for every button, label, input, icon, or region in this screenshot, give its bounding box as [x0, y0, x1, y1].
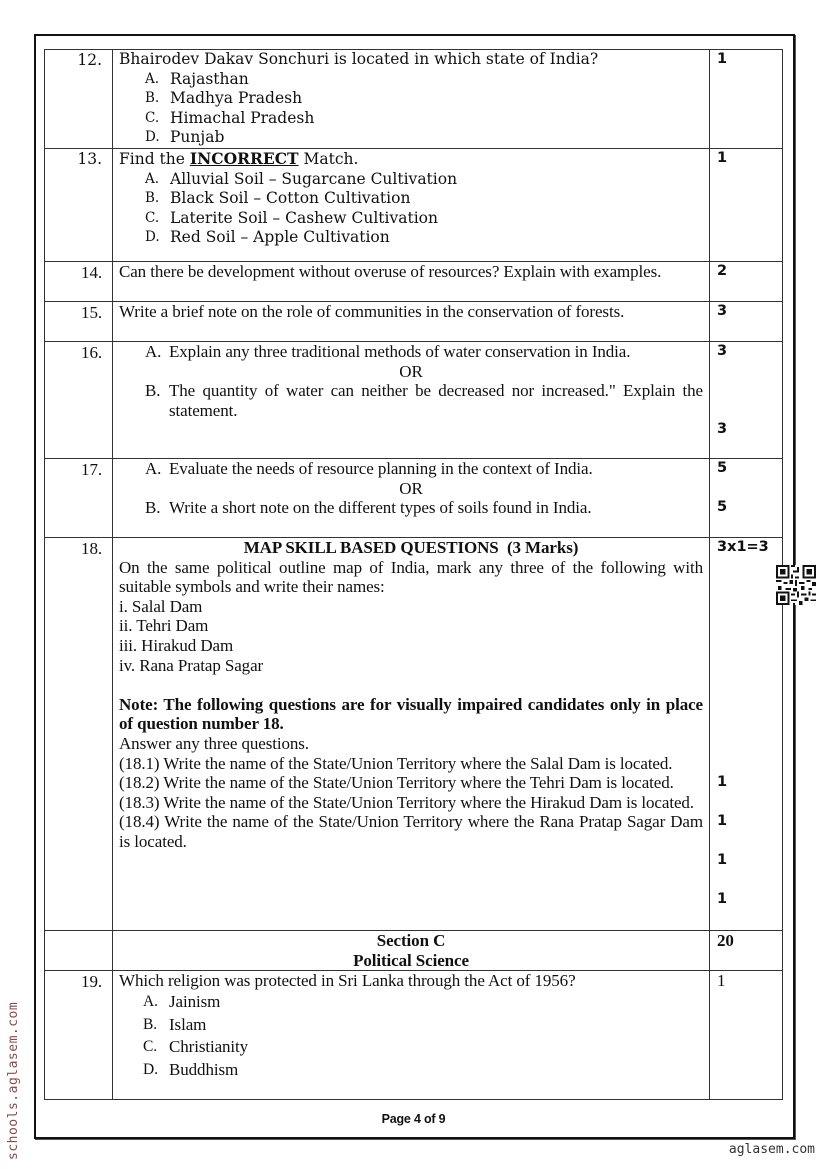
section-title: Section C	[376, 931, 446, 950]
question-number	[45, 302, 113, 342]
option-letter: A.	[145, 70, 160, 87]
question-cell	[113, 149, 710, 262]
option-letter: B.	[145, 381, 161, 401]
sub-question: (18.1) Write the name of the State/Union Territory where the Salal Dam is located.	[119, 753, 673, 773]
q19-text: Which religion was protected in Sri Lanka through the Act of 1956?	[119, 971, 576, 991]
option-c	[119, 109, 703, 129]
option-b	[119, 1014, 703, 1037]
or-separator: OR	[399, 478, 423, 498]
option-letter: D.	[143, 1060, 158, 1078]
marks-cell	[710, 302, 783, 342]
sub-question: (18.3) Write the name of the State/Union Territory where the Hirakud Dam is located.	[119, 792, 694, 812]
sub-question: (18.4) Write the name of the State/Union Territory where the Rana Pratap Sagar Dam is located.	[119, 812, 703, 851]
marks-cell	[710, 931, 783, 971]
question-number	[45, 459, 113, 538]
marks-cell	[710, 538, 783, 931]
q13-marks: 1	[717, 150, 728, 166]
q15-marks: 3	[717, 303, 728, 319]
option-letter: B.	[145, 190, 160, 207]
option-d	[119, 128, 703, 148]
option-letter: D.	[145, 129, 160, 146]
page-number-footer: Page 4 of 9	[381, 1112, 446, 1126]
q13-emphasis: INCORRECT	[189, 149, 299, 168]
question-number	[45, 971, 113, 1100]
option-text: Red Soil – Apple Cultivation	[170, 228, 390, 247]
option-letter: A.	[145, 170, 160, 187]
q18-number: 18.	[81, 539, 102, 558]
q19-number: 19.	[81, 972, 102, 992]
q16-option-b	[119, 381, 703, 420]
option-letter: D.	[145, 229, 160, 246]
question-cell	[113, 262, 710, 302]
option-text: Buddhism	[169, 1059, 239, 1079]
q13-text-prefix: Find the	[119, 150, 190, 168]
q13-text	[119, 149, 703, 170]
question-number	[45, 262, 113, 302]
option-letter: B.	[145, 90, 160, 107]
q15-number: 15.	[81, 303, 102, 322]
option-letter: B.	[145, 498, 161, 518]
q17b-marks: 5	[717, 499, 728, 516]
option-d	[119, 228, 703, 248]
q13-text-suffix: Match.	[298, 150, 359, 168]
q16b-marks: 3	[717, 421, 728, 438]
q16-number: 16.	[81, 343, 102, 362]
q17a-marks: 5	[717, 460, 728, 476]
table-row-q19	[45, 971, 783, 1100]
table-row-q18	[45, 538, 783, 931]
question-cell	[113, 459, 710, 538]
question-cell	[113, 971, 710, 1100]
q17-number: 17.	[81, 460, 102, 479]
question-cell	[113, 50, 710, 149]
q15-text: Write a brief note on the role of communities in the conservation of forests.	[119, 302, 625, 321]
marks-cell	[710, 459, 783, 538]
option-letter: A.	[143, 993, 158, 1011]
sub-question-marks: 1	[717, 773, 728, 790]
map-item: iii. Hirakud Dam	[119, 635, 234, 655]
q17-option-b	[119, 498, 703, 518]
q19-marks: 1	[717, 971, 726, 991]
marks-cell	[710, 342, 783, 459]
question-number	[45, 50, 113, 149]
option-c	[119, 1036, 703, 1059]
option-letter: A.	[145, 342, 162, 361]
option-text: Alluvial Soil – Sugarcane Cultivation	[170, 169, 458, 188]
answer-any-instruction: Answer any three questions.	[119, 733, 309, 753]
option-text: Write a short note on the different types of soils found in India.	[169, 498, 592, 518]
marks-cell	[710, 149, 783, 262]
q14-number: 14.	[81, 263, 102, 282]
question-number	[45, 538, 113, 931]
option-text: The quantity of water can neither be decreased nor increased." Explain the statement.	[169, 381, 703, 420]
option-text: Rajasthan	[170, 69, 249, 88]
q16-option-a	[119, 342, 703, 362]
question-number	[45, 342, 113, 459]
sub-question-marks: 1	[717, 812, 728, 829]
q12-text: Bhairodev Dakav Sonchuri is located in which state of India?	[119, 50, 599, 68]
map-item: ii. Tehri Dam	[119, 616, 209, 636]
option-letter: A.	[145, 459, 162, 478]
option-text: Punjab	[170, 128, 225, 147]
table-row-q12	[45, 50, 783, 149]
option-text: Explain any three traditional methods of water conservation in India.	[169, 342, 631, 361]
q12-number: 12.	[77, 51, 102, 69]
q14-text: Can there be development without overuse of resources? Explain with examples.	[119, 262, 662, 281]
section-subtitle: Political Science	[353, 950, 469, 970]
table-row-q14	[45, 262, 783, 302]
marks-cell	[710, 262, 783, 302]
map-item: iv. Rana Pratap Sagar	[119, 655, 264, 675]
question-number	[45, 149, 113, 262]
option-letter: C.	[143, 1038, 158, 1056]
sub-question-marks: 1	[717, 851, 728, 868]
option-letter: C.	[145, 109, 160, 126]
question-cell	[113, 302, 710, 342]
q14-marks: 2	[717, 263, 728, 279]
option-text: Himachal Pradesh	[170, 108, 315, 127]
section-marks: 20	[717, 931, 734, 950]
option-letter: B.	[143, 1015, 158, 1033]
option-a	[119, 991, 703, 1014]
marks-cell	[710, 50, 783, 149]
table-row-q13	[45, 149, 783, 262]
map-item: i. Salal Dam	[119, 596, 203, 616]
side-watermark: schools.aglasem.com	[6, 1001, 21, 1160]
option-b	[119, 89, 703, 109]
empty-number-cell	[45, 931, 113, 971]
q17-option-a	[119, 459, 703, 479]
option-a	[119, 170, 703, 190]
option-text: Jainism	[169, 992, 221, 1012]
q18-marks: 3x1=3	[717, 539, 769, 555]
option-b	[119, 189, 703, 209]
q16a-marks: 3	[717, 343, 728, 359]
section-cell	[113, 931, 710, 971]
option-text: Laterite Soil – Cashew Cultivation	[170, 208, 438, 227]
option-text: Islam	[169, 1014, 207, 1034]
q12-marks: 1	[717, 51, 728, 67]
question-table	[44, 49, 783, 1100]
table-row-q17	[45, 459, 783, 538]
section-c-header-row	[45, 931, 783, 971]
q18-instruction: On the same political outline map of India, mark any three of the following with suitable symbols and write their names:	[119, 557, 703, 597]
option-text: Black Soil – Cotton Cultivation	[170, 189, 411, 208]
or-separator: OR	[399, 361, 423, 381]
question-cell	[113, 538, 710, 931]
sub-question-marks: 1	[717, 891, 728, 908]
option-letter: C.	[145, 209, 160, 226]
qr-code-icon	[776, 565, 816, 605]
map-skill-heading: MAP SKILL BASED QUESTIONS (3 Marks)	[243, 538, 579, 557]
option-d	[119, 1059, 703, 1082]
question-cell	[113, 342, 710, 459]
sub-question: (18.2) Write the name of the State/Union Territory where the Tehri Dam is located.	[119, 773, 674, 793]
table-row-q16	[45, 342, 783, 459]
marks-cell	[710, 971, 783, 1100]
option-c	[119, 209, 703, 229]
option-text: Evaluate the needs of resource planning in the context of India.	[169, 459, 593, 478]
q13-number: 13.	[77, 150, 102, 168]
option-text: Madhya Pradesh	[170, 89, 303, 108]
qr-code	[776, 565, 816, 605]
table-row-q15	[45, 302, 783, 342]
visually-impaired-note: Note: The following questions are for visually impaired candidates only in place of question number 18.	[119, 694, 703, 734]
bottom-watermark: aglasem.com	[728, 1142, 815, 1157]
option-a	[119, 70, 703, 90]
option-text: Christianity	[169, 1037, 249, 1057]
